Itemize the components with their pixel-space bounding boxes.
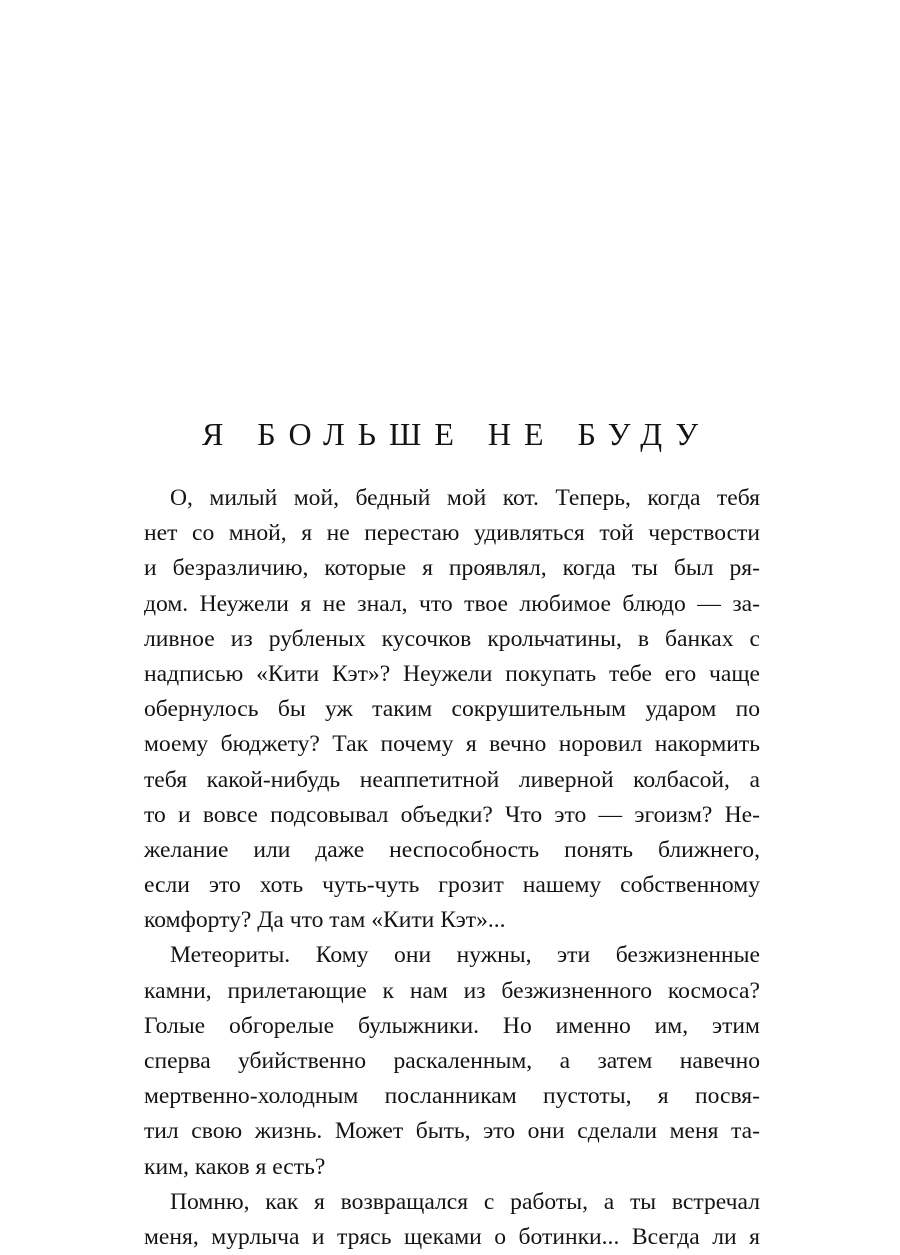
- text-line: нет со мной, я не перестаю удивляться той черствости: [144, 520, 760, 547]
- text-line: Помню, как я возвращался с работы, а ты встречал: [170, 1188, 760, 1215]
- text-line: тебя какой-нибудь неаппетитной ливерной колбасой, а: [144, 766, 760, 793]
- text-line: то и вовсе подсовывал объедки? Что это — эгоизм? Не-: [144, 801, 760, 828]
- text-line: моему бюджету? Так почему я вечно норовил накормить: [144, 731, 760, 758]
- text-line: если это хоть чуть-чуть грозит нашему собственному: [144, 872, 760, 899]
- text-line: желание или даже неспособность понять ближнего,: [144, 836, 760, 863]
- text-line: сперва убийственно раскаленным, а затем навечно: [144, 1048, 760, 1074]
- text-line: надписью «Кити Кэт»? Неужели покупать тебе его чаще: [144, 660, 760, 687]
- text-line: ким, каков я есть?: [144, 1153, 326, 1180]
- text-line: ливное из рубленых кусочков крольчатины, в банках с: [144, 625, 760, 652]
- text-line: обернулось бы уж таким сокрушительным ударом по: [144, 696, 760, 723]
- text-line: О, милый мой, бедный мой кот. Теперь, когда тебя: [170, 485, 760, 511]
- text-line: меня, мурлыча и трясь щеками о ботинки... Всегда ли я: [144, 1223, 760, 1250]
- text-line: комфорту? Да что там «Кити Кэт»...: [144, 907, 506, 934]
- text-line: и безразличию, которые я проявлял, когда ты был ря-: [144, 555, 760, 582]
- text-line: мертвенно-холодным посланникам пустоты, я посвя-: [144, 1083, 760, 1110]
- text-line: камни, прилетающие к нам из безжизненного космоса?: [144, 977, 760, 1004]
- chapter-title: Я БОЛЬШЕ НЕ БУДУ: [201, 416, 712, 452]
- text-line: Метеориты. Кому они нужны, эти безжизненные: [170, 942, 760, 969]
- text-line: Голые обгорелые булыжники. Но именно им, этим: [144, 1012, 760, 1039]
- text-line: дом. Неужели я не знал, что твое любимое блюдо — за-: [144, 590, 760, 617]
- body-text: [144, 481, 760, 1255]
- text-line: тил свою жизнь. Может быть, это они сделали меня та-: [144, 1118, 760, 1145]
